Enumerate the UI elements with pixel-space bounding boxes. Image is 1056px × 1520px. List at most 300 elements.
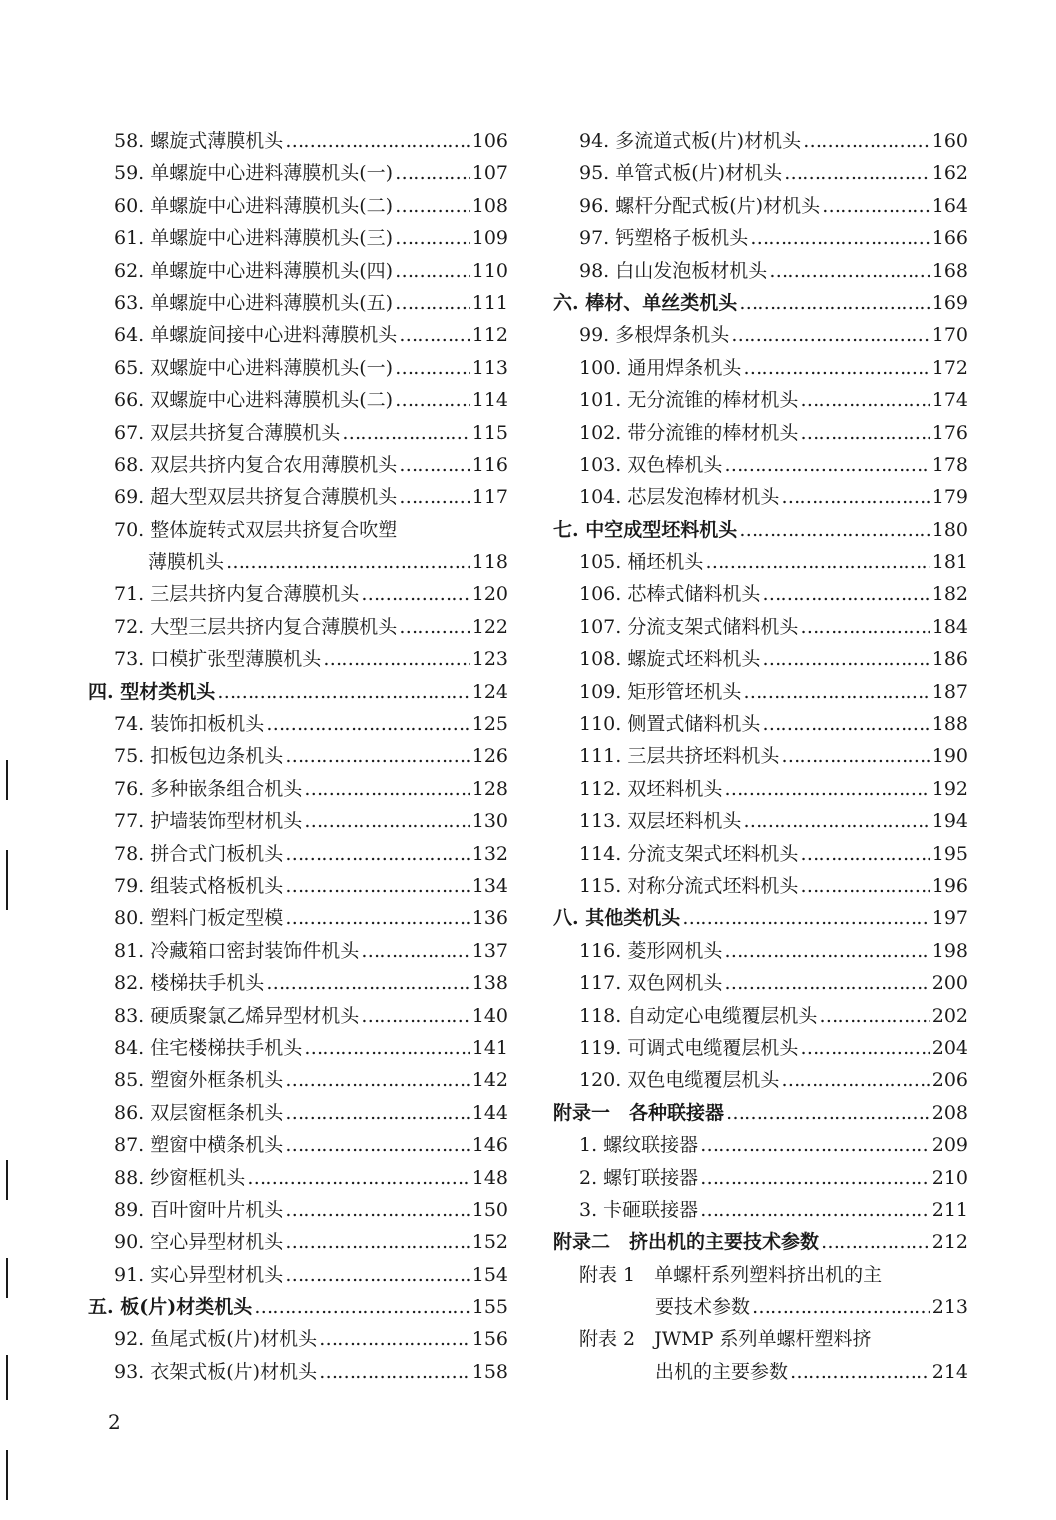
toc-entry-title: 68. 双层共挤内复合农用薄膜机头 [114, 453, 398, 476]
toc-entry-title: 92. 鱼尾式板(片)材机头 [114, 1328, 318, 1351]
dot-leader [285, 902, 469, 934]
toc-entry [88, 1323, 508, 1355]
dot-leader [266, 708, 469, 740]
toc-entry-page: 126 [471, 745, 508, 768]
toc-entry [88, 190, 508, 222]
toc-entry-page: 120 [471, 583, 508, 606]
toc-entry-page: 194 [931, 810, 968, 833]
dot-leader [395, 157, 470, 189]
toc-entry-title: 99. 多根焊条机头 [579, 324, 730, 347]
toc-entry [553, 1162, 968, 1194]
dot-leader [724, 449, 929, 481]
dot-leader [800, 870, 929, 902]
toc-entry-page: 210 [931, 1166, 968, 1189]
toc-entry-page: 202 [931, 1004, 968, 1027]
toc-entry [88, 967, 508, 999]
toc-section-heading [553, 287, 968, 319]
toc-entry-title: 105. 桶坯机头 [579, 551, 704, 574]
toc-entry-page: 138 [471, 972, 508, 995]
toc-entry-page: 110 [471, 259, 508, 282]
toc-entry-title: 80. 塑料门板定型模 [114, 907, 284, 930]
toc-entry-page: 211 [931, 1198, 968, 1221]
dot-leader [781, 740, 929, 772]
toc-entry [553, 157, 968, 189]
scan-edge-mark [6, 1258, 8, 1298]
toc-entry [553, 352, 968, 384]
toc-entry-page: 152 [471, 1231, 508, 1254]
toc-entry [88, 514, 508, 546]
toc-entry [553, 805, 968, 837]
toc-entry-page: 195 [931, 842, 968, 865]
dot-leader [399, 481, 469, 513]
toc-entry [88, 708, 508, 740]
toc-entry-title: 五. 板(片)材类机头 [88, 1296, 253, 1319]
toc-entry [553, 1032, 968, 1064]
dot-leader [743, 805, 929, 837]
toc-entry-title: 八. 其他类机头 [553, 907, 681, 930]
dot-leader [731, 319, 929, 351]
toc-entry-title: 附表 1 单螺杆系列塑料挤出机的主 [579, 1263, 883, 1286]
toc-entry-title: 84. 住宅楼梯扶手机头 [114, 1036, 303, 1059]
toc-entry-page: 134 [471, 874, 508, 897]
toc-entry [553, 773, 968, 805]
toc-entry-title: 81. 冷藏箱口密封装饰件机头 [114, 939, 360, 962]
toc-entry-title: 90. 空心异型材机头 [114, 1231, 284, 1254]
toc-entry-title: 77. 护墙装饰型材机头 [114, 810, 303, 833]
toc-entry-title: 94. 多流道式板(片)材机头 [579, 130, 802, 152]
toc-entry [88, 1064, 508, 1096]
toc-entry-title: 113. 双层坯料机头 [579, 810, 742, 833]
toc-entry-title: 115. 对称分流式坯料机头 [579, 874, 799, 897]
toc-entry-title: 75. 扣板包边条机头 [114, 745, 284, 768]
toc-section-heading [88, 676, 508, 708]
toc-entry-page: 206 [931, 1069, 968, 1092]
dot-leader [285, 1097, 469, 1129]
toc-entry [88, 1032, 508, 1064]
toc-entry-title: 82. 楼梯扶手机头 [114, 972, 265, 995]
toc-entry-title: 93. 衣架式板(片)材机头 [114, 1360, 318, 1383]
toc-entry-page: 196 [931, 874, 968, 897]
dot-leader [361, 578, 469, 610]
dot-leader [743, 676, 929, 708]
toc-entry [553, 1323, 968, 1355]
dot-leader [319, 1323, 470, 1355]
toc-entry-title: 95. 单管式板(片)材机头 [579, 162, 783, 185]
toc-entry-page: 212 [931, 1231, 968, 1254]
dot-leader [821, 1226, 930, 1258]
toc-entry [88, 611, 508, 643]
toc-entry-title: 108. 螺旋式坯料机头 [579, 648, 761, 671]
toc-entry-title: 薄膜机头 [148, 551, 225, 574]
toc-entry [553, 222, 968, 254]
toc-entry-page: 187 [931, 680, 968, 703]
dot-leader [285, 740, 469, 772]
toc-entry [88, 578, 508, 610]
toc-entry-page: 128 [471, 777, 508, 800]
toc-entry-page: 176 [931, 421, 968, 444]
toc-entry-page: 190 [931, 745, 968, 768]
dot-leader [395, 190, 470, 222]
dot-leader [750, 222, 929, 254]
toc-entry-page: 125 [471, 713, 508, 736]
dot-leader [781, 481, 929, 513]
dot-leader [819, 1000, 929, 1032]
toc-section-heading [553, 1226, 968, 1258]
toc-entry-page: 188 [931, 713, 968, 736]
toc-entry-page: 118 [471, 551, 508, 574]
toc-entry-page: 146 [471, 1134, 508, 1157]
dot-leader [700, 1162, 930, 1194]
toc-entry [553, 1356, 968, 1388]
dot-leader [762, 643, 929, 675]
toc-entry [88, 222, 508, 254]
toc-entry [553, 125, 968, 157]
toc-entry [553, 1129, 968, 1161]
dot-leader [724, 935, 929, 967]
dot-leader [790, 1356, 930, 1388]
toc-entry-page: 170 [931, 324, 968, 347]
scan-edge-mark [6, 1450, 8, 1500]
toc-entry [88, 805, 508, 837]
dot-leader [399, 449, 469, 481]
toc-entry-title: 102. 带分流锥的棒材机头 [579, 421, 799, 444]
toc-entry-page: 122 [471, 615, 508, 638]
scan-edge-mark [6, 1355, 8, 1400]
dot-leader [762, 578, 929, 610]
dot-leader [285, 125, 469, 157]
toc-entry [88, 417, 508, 449]
dot-leader [361, 1000, 469, 1032]
toc-entry-title: 58. 螺旋式薄膜机头 [114, 130, 284, 152]
toc-entry [553, 417, 968, 449]
toc-entry-title: 107. 分流支架式储料机头 [579, 615, 799, 638]
toc-entry-title: 98. 白山发泡板材机头 [579, 259, 768, 282]
toc-entry [553, 1291, 968, 1323]
toc-entry-page: 113 [471, 356, 508, 379]
dot-leader [803, 125, 930, 157]
dot-leader [361, 935, 469, 967]
dot-leader [319, 1356, 470, 1388]
toc-entry-page: 192 [931, 777, 968, 800]
toc-entry-page: 158 [471, 1360, 508, 1383]
toc-entry [553, 611, 968, 643]
toc-entry-title: 六. 棒材、单丝类机头 [553, 291, 738, 314]
toc-entry-page: 107 [471, 162, 508, 185]
toc-entry-page: 180 [931, 518, 968, 541]
toc-entry-title: 103. 双色棒机头 [579, 453, 723, 476]
toc-entry-page: 115 [471, 421, 508, 444]
dot-leader [285, 1259, 469, 1291]
dot-leader [700, 1194, 930, 1226]
dot-leader [739, 514, 930, 546]
toc-entry-title: 112. 双坯料机头 [579, 777, 723, 800]
toc-entry [553, 578, 968, 610]
toc-entry-title: 117. 双色网机头 [579, 972, 723, 995]
toc-entry-page: 114 [471, 389, 508, 412]
toc-entry-page: 150 [471, 1198, 508, 1221]
toc-entry-page: 116 [471, 453, 508, 476]
toc-entry-title: 要技术参数 [655, 1296, 751, 1319]
toc-entry-title: 85. 塑窗外框条机头 [114, 1069, 284, 1092]
scan-edge-mark [6, 850, 8, 910]
toc-entry-title: 3. 卡砸联接器 [579, 1198, 699, 1221]
toc-entry [88, 1194, 508, 1226]
toc-entry [88, 838, 508, 870]
toc-entry [553, 481, 968, 513]
dot-leader [700, 1129, 930, 1161]
toc-entry-title: 出机的主要参数 [655, 1360, 789, 1383]
toc-entry [88, 384, 508, 416]
toc-entry-page: 140 [471, 1004, 508, 1027]
toc-entry [553, 1259, 968, 1291]
toc-entry [88, 935, 508, 967]
toc-entry-title: 74. 装饰扣板机头 [114, 713, 265, 736]
dot-leader [217, 676, 470, 708]
dot-leader [304, 773, 469, 805]
dot-leader [784, 157, 930, 189]
scan-edge-mark [6, 1160, 8, 1200]
dot-leader [395, 352, 470, 384]
toc-entry [553, 1000, 968, 1032]
dot-leader [285, 870, 469, 902]
toc-entry [553, 1194, 968, 1226]
dot-leader [285, 1226, 469, 1258]
dot-leader [247, 1162, 469, 1194]
page-number: 2 [108, 1410, 121, 1434]
toc-entry-title: 91. 实心异型材机头 [114, 1263, 284, 1286]
toc-entry-title: 100. 通用焊条机头 [579, 356, 742, 379]
toc-entry-page: 136 [471, 907, 508, 930]
dot-leader [285, 838, 469, 870]
toc-entry-title: 60. 单螺旋中心进料薄膜机头(二) [114, 194, 394, 217]
toc-entry-title: 2. 螺钉联接器 [579, 1166, 699, 1189]
toc-section-heading [553, 514, 968, 546]
toc-entry [88, 352, 508, 384]
toc-entry-page: 155 [471, 1296, 508, 1319]
toc-entry-page: 112 [471, 324, 508, 347]
toc-entry-title: 66. 双螺旋中心进料薄膜机头(二) [114, 389, 394, 412]
dot-leader [395, 287, 470, 319]
dot-leader [724, 967, 929, 999]
toc-entry [88, 740, 508, 772]
toc-entry-title: 71. 三层共挤内复合薄膜机头 [114, 583, 360, 606]
toc-entry [553, 190, 968, 222]
toc-left-column [88, 125, 508, 1388]
toc-entry [88, 255, 508, 287]
toc-entry-title: 59. 单螺旋中心进料薄膜机头(一) [114, 162, 394, 185]
toc-entry [553, 676, 968, 708]
toc-entry-title: 88. 纱窗框机头 [114, 1166, 246, 1189]
toc-entry-title: 65. 双螺旋中心进料薄膜机头(一) [114, 356, 394, 379]
toc-entry-title: 116. 菱形网机头 [579, 939, 723, 962]
toc-entry-title: 61. 单螺旋中心进料薄膜机头(三) [114, 227, 394, 250]
dot-leader [399, 611, 469, 643]
dot-leader [304, 805, 469, 837]
toc-entry [553, 384, 968, 416]
toc-entry-page: 166 [931, 227, 968, 250]
toc-entry-page: 184 [931, 615, 968, 638]
toc-entry-title: 78. 拼合式门板机头 [114, 842, 284, 865]
toc-entry-page: 130 [471, 810, 508, 833]
toc-entry [88, 1259, 508, 1291]
toc-entry [88, 449, 508, 481]
toc-entry-page: 162 [931, 162, 968, 185]
toc-entry-title: 120. 双色电缆覆层机头 [579, 1069, 780, 1092]
toc-entry-title: 四. 型材类机头 [88, 680, 216, 703]
dot-leader [304, 1032, 469, 1064]
toc-entry-title: 附表 2 JWMP 系列单螺杆塑料挤 [579, 1328, 872, 1351]
dot-leader [266, 967, 469, 999]
toc-entry [553, 935, 968, 967]
toc-entry [88, 319, 508, 351]
toc-entry-title: 89. 百叶窗叶片机头 [114, 1198, 284, 1221]
toc-entry-title: 76. 多种嵌条组合机头 [114, 777, 303, 800]
toc-entry [88, 157, 508, 189]
dot-leader [705, 546, 929, 578]
toc-entry-title: 109. 矩形管坯机头 [579, 680, 742, 703]
dot-leader [800, 611, 929, 643]
toc-entry-page: 154 [471, 1263, 508, 1286]
dot-leader [800, 838, 929, 870]
dot-leader [800, 417, 929, 449]
toc-entry-title: 73. 口模扩张型薄膜机头 [114, 648, 322, 671]
toc-entry-page: 186 [931, 648, 968, 671]
toc-entry-title: 101. 无分流锥的棒材机头 [579, 389, 799, 412]
toc-entry-page: 197 [931, 907, 968, 930]
toc-entry-title: 96. 螺杆分配式板(片)材机头 [579, 194, 821, 217]
toc-entry-title: 64. 单螺旋间接中心进料薄膜机头 [114, 324, 398, 347]
toc-entry-title: 69. 超大型双层共挤复合薄膜机头 [114, 486, 398, 509]
dot-leader [800, 384, 929, 416]
toc-entry-title: 106. 芯棒式储料机头 [579, 583, 761, 606]
toc-entry-page: 160 [931, 130, 968, 152]
toc-entry [553, 643, 968, 675]
dot-leader [752, 1291, 930, 1323]
toc-entry-page: 174 [931, 389, 968, 412]
toc-entry-page: 156 [471, 1328, 508, 1351]
toc-entry-page: 178 [931, 453, 968, 476]
toc-entry-page: 148 [471, 1166, 508, 1189]
toc-entry [88, 1129, 508, 1161]
toc-entry [88, 1356, 508, 1388]
toc-entry-page: 179 [931, 486, 968, 509]
toc-entry [553, 838, 968, 870]
toc-entry-page: 200 [931, 972, 968, 995]
toc-section-heading [553, 1097, 968, 1129]
toc-entry-title: 97. 钙塑格子板机头 [579, 227, 749, 250]
dot-leader [682, 902, 930, 934]
toc-entry [88, 643, 508, 675]
dot-leader [323, 643, 469, 675]
toc-entry-title: 63. 单螺旋中心进料薄膜机头(五) [114, 291, 394, 314]
toc-entry-title: 118. 自动定心电缆覆层机头 [579, 1004, 818, 1027]
toc-entry [553, 708, 968, 740]
toc-entry [88, 1000, 508, 1032]
dot-leader [226, 546, 470, 578]
toc-entry-page: 168 [931, 259, 968, 282]
dot-leader [395, 384, 470, 416]
toc-entry-title: 72. 大型三层共挤内复合薄膜机头 [114, 615, 398, 638]
dot-leader [724, 773, 929, 805]
toc-entry-page: 209 [931, 1134, 968, 1157]
toc-entry-page: 137 [471, 939, 508, 962]
toc-entry [88, 481, 508, 513]
toc-entry-page: 204 [931, 1036, 968, 1059]
dot-leader [395, 222, 470, 254]
toc-entry-page: 172 [931, 356, 968, 379]
toc-entry-page: 208 [931, 1101, 968, 1124]
toc-entry-title: 1. 螺纹联接器 [579, 1134, 699, 1157]
toc-entry-page: 181 [931, 551, 968, 574]
toc-entry-title: 104. 芯层发泡棒材机头 [579, 486, 780, 509]
toc-entry [88, 1097, 508, 1129]
toc-entry-page: 117 [471, 486, 508, 509]
toc-entry-title: 111. 三层共挤坯料机头 [579, 745, 780, 768]
dot-leader [254, 1291, 470, 1323]
toc-entry [88, 1226, 508, 1258]
toc-entry-page: 106 [471, 130, 508, 152]
toc-entry [88, 546, 508, 578]
dot-leader [800, 1032, 929, 1064]
toc-entry [553, 546, 968, 578]
toc-entry [553, 449, 968, 481]
toc-entry-page: 123 [471, 648, 508, 671]
toc-entry-page: 214 [931, 1360, 968, 1383]
toc-entry-title: 79. 组装式格板机头 [114, 874, 284, 897]
dot-leader [342, 417, 469, 449]
toc-entry [553, 255, 968, 287]
toc-entry [553, 1064, 968, 1096]
toc-entry-title: 62. 单螺旋中心进料薄膜机头(四) [114, 259, 394, 282]
toc-entry-page: 213 [931, 1296, 968, 1319]
toc-entry-page: 141 [471, 1036, 508, 1059]
toc-entry-page: 144 [471, 1101, 508, 1124]
toc-entry-page: 198 [931, 939, 968, 962]
toc-entry-title: 附录二 挤出机的主要技术参数 [553, 1231, 820, 1254]
toc-entry [553, 967, 968, 999]
dot-leader [769, 255, 929, 287]
toc-entry [88, 287, 508, 319]
dot-leader [399, 319, 469, 351]
toc-entry-title: 119. 可调式电缆覆层机头 [579, 1036, 799, 1059]
dot-leader [285, 1194, 469, 1226]
toc-entry [553, 319, 968, 351]
dot-leader [285, 1129, 469, 1161]
toc-entry [88, 773, 508, 805]
toc-entry-page: 182 [931, 583, 968, 606]
toc-entry [88, 902, 508, 934]
dot-leader [739, 287, 930, 319]
dot-leader [743, 352, 929, 384]
dot-leader [395, 255, 470, 287]
toc-entry-title: 67. 双层共挤复合薄膜机头 [114, 421, 341, 444]
toc-entry-page: 108 [471, 194, 508, 217]
toc-entry [88, 870, 508, 902]
toc-section-heading [553, 902, 968, 934]
toc-entry-title: 附录一 各种联接器 [553, 1101, 725, 1124]
toc-entry [553, 870, 968, 902]
toc-entry-page: 124 [471, 680, 508, 703]
toc-entry-title: 110. 侧置式储料机头 [579, 713, 761, 736]
dot-leader [726, 1097, 930, 1129]
toc-entry-page: 169 [931, 291, 968, 314]
toc-section-heading [88, 1291, 508, 1323]
dot-leader [822, 190, 930, 222]
dot-leader [781, 1064, 929, 1096]
toc-entry [553, 740, 968, 772]
toc-entry [88, 125, 508, 157]
toc-entry-page: 142 [471, 1069, 508, 1092]
